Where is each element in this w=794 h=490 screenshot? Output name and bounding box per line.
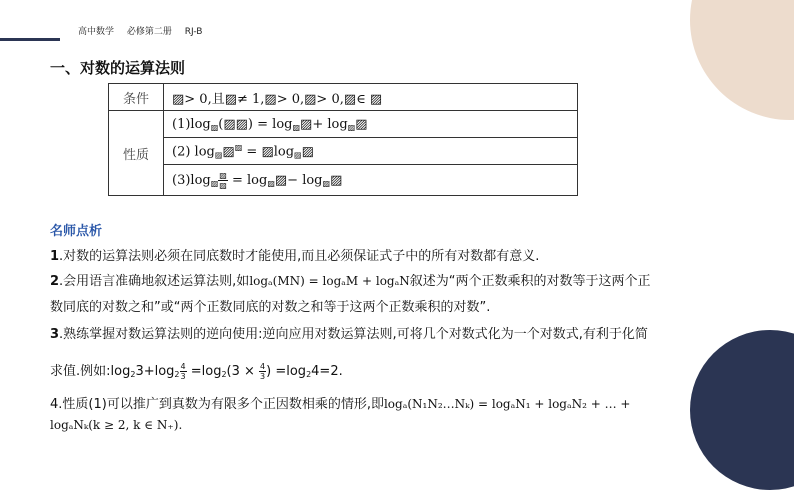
table-row-prop1 [109, 111, 578, 138]
decorative-circle-peach [690, 0, 794, 120]
tip-4-line2: logₐNₖ(k ≥ 2, k ∈ N₊). [50, 418, 183, 432]
header-book: 必修第二册 [126, 27, 172, 37]
section-title: 一、对数的运算法则 [50, 59, 186, 77]
property-1: $(1)\log_▨(▨▨)$ = $\log_▨▨+$ $\log_▨▨$ [164, 111, 578, 138]
condition-label: 条件 [109, 84, 164, 111]
table-row-condition [109, 84, 578, 111]
rules-table [108, 83, 578, 196]
property-2: (2) $\log_▨▨^▨$ = $▨\log_▨▨$ [164, 138, 578, 165]
table-row-prop2 [109, 138, 578, 165]
page-header [78, 24, 212, 37]
tip-4: 4.性质(1)可以推广到真数为有限多个正因数相乘的情形,即logₐ(N₁N₂…Nₖ) = logₐN₁ + logₐN₂ + … + [50, 397, 631, 412]
decorative-circle-navy [690, 330, 794, 490]
tip-1: 1.对数的运算法则必须在同底数时才能使用,而且必须保证式子中的所有对数都有意义. [50, 249, 540, 264]
property-label: 性质 [109, 111, 164, 196]
tip-2-line2: 数同底的对数之和”或“两个正数同底的对数之和等于这两个正数乘积的对数”. [50, 300, 491, 315]
header-accent-line [0, 38, 60, 41]
tip-2: 2.会用语言准确地叙述运算法则,如logₐ(MN) = logₐM + logₐN叙述为“两个正数乘积的对数等于这两个正 [50, 274, 651, 289]
table-row-prop3 [109, 165, 578, 196]
header-edition: RJ-B [184, 27, 203, 37]
tips-title: 名师点析 [50, 224, 103, 239]
header-subject: 高中数学 [78, 27, 115, 37]
tip-3: 3.熟练掌握对数运算法则的逆向使用:逆向应用对数运算法则,可将几个对数式化为一个对数式,有利于化简 [50, 327, 648, 342]
tip-3-line2: 求值.例如$:\log_23+\log_2$ $\frac{4}{3}$ $=\log_2(3$ × $\frac{4}{3}$ ) $=\log_24=2$. [50, 362, 343, 381]
property-3: $(3)\log_▨$ $\frac{▨}{▨}$ = $\log_▨▨-$ $\log_▨▨$ [164, 165, 578, 196]
condition-value: ▨> 0,且▨≠ 1,▨> 0,▨> 0,▨∈ ▨ [164, 84, 578, 111]
